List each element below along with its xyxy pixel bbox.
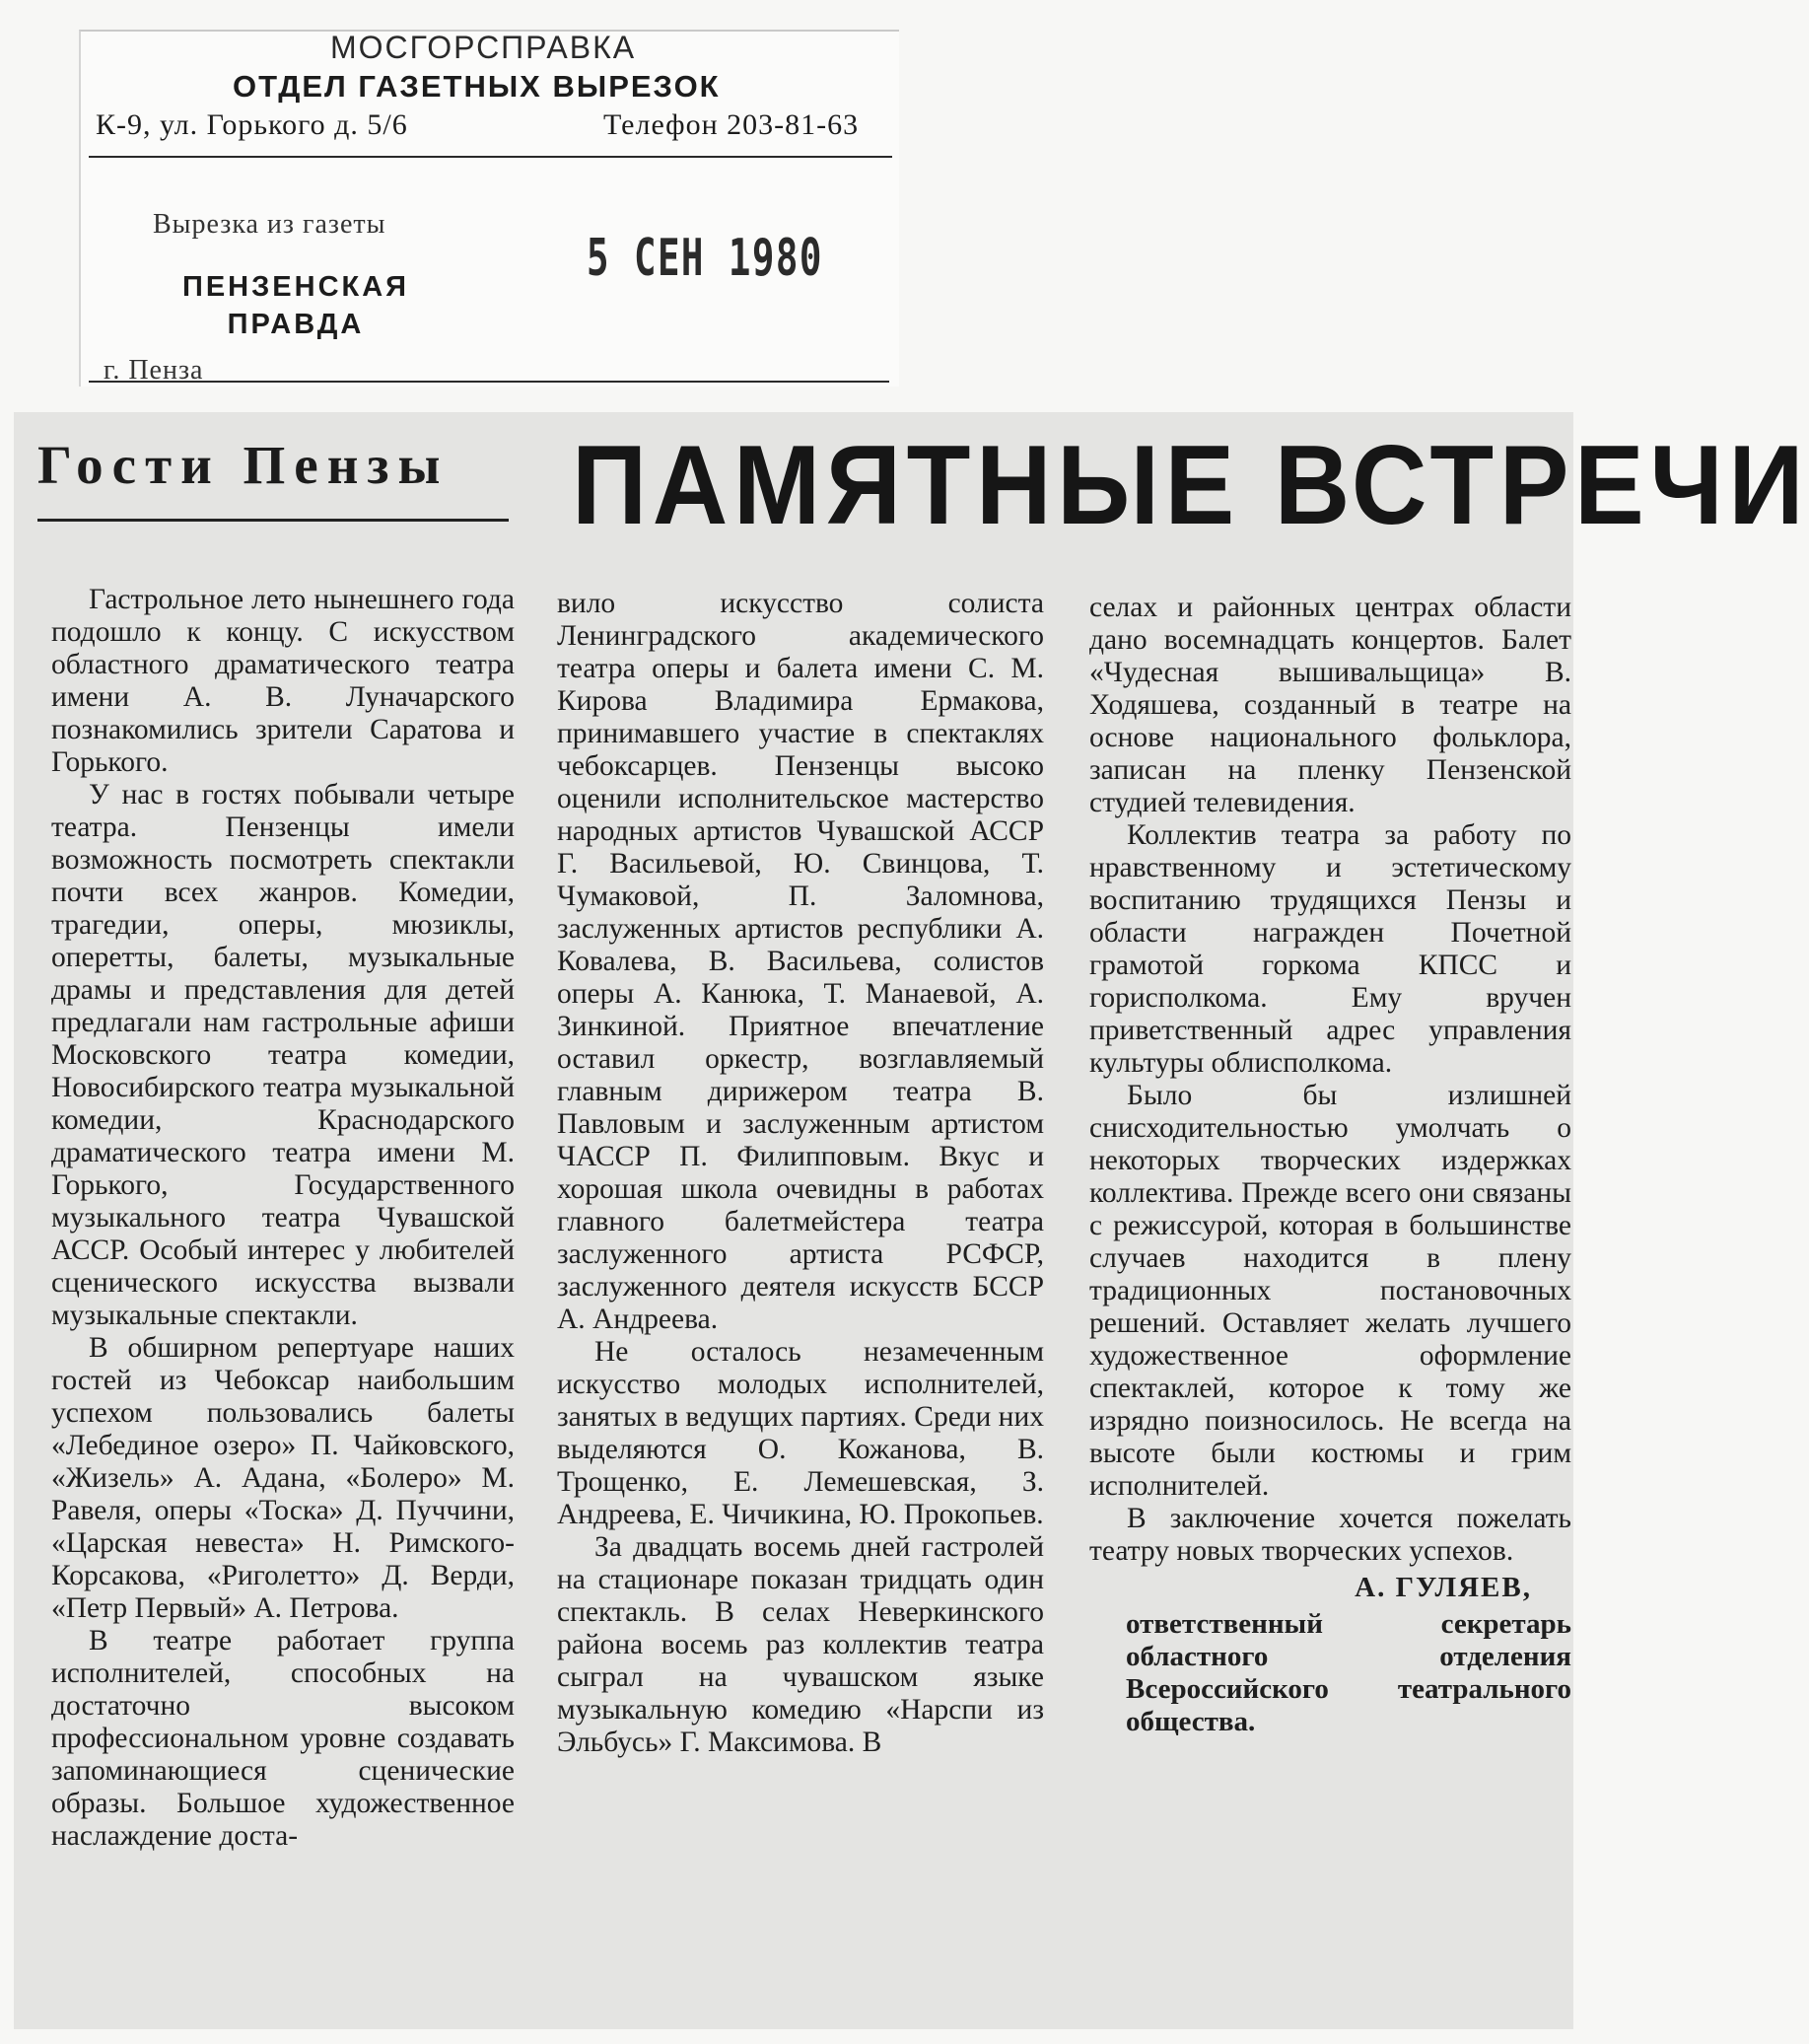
agency-phone: Телефон 203-81-63 <box>603 108 860 141</box>
paragraph: В театре работает группа исполнителей, способных на достаточно высоком профессиональном уровне создавать запоминающиеся сценические образы. Большое художественное наслаждение доста- <box>51 1625 515 1852</box>
article-column-3 <box>1089 592 1571 1738</box>
date-stamp: 5 СЕН 1980 <box>587 229 823 288</box>
rubric-underline <box>37 519 509 522</box>
newspaper-name-line1: ПЕНЗЕНСКАЯ <box>182 271 410 303</box>
paragraph: За двадцать восемь дней гастролей на стационаре показан тридцать один спектакль. В селах Неверкинского района восемь раз коллектив театра сыграл на чувашском языке музыкальную комедию «Нарспи из Эльбусь» Г. Максимова. В <box>557 1531 1044 1758</box>
newspaper-name <box>182 268 409 343</box>
newspaper-name-line2: ПРАВДА <box>227 309 365 340</box>
author-name: А. ГУЛЯЕВ, <box>1355 1572 1532 1603</box>
article-headline: ПАМЯТНЫЕ ВСТРЕЧИ <box>572 423 1809 548</box>
department-name: ОТДЕЛ ГАЗЕТНЫХ ВЫРЕЗОК <box>233 69 721 104</box>
newspaper-city: г. Пенза <box>104 355 204 386</box>
author-title: ответственный секретарь областного отделения Всероссийского театрального общества. <box>1126 1608 1571 1737</box>
article-column-2 <box>557 588 1044 1759</box>
cut-from-label: Вырезка из газеты <box>153 209 386 240</box>
paragraph: Гастрольное лето нынешнего года подошло к концу. С искусством областного драматического театра имени А. В. Луначарского познакомились зрители Саратова и Горького. <box>51 584 515 778</box>
paragraph: В обширном репертуаре наших гостей из Чебоксар наибольшим успехом пользовались балеты «Лебединое озеро» П. Чайковского, «Жизель» А. Адана, «Болеро» М. Равеля, оперы «Тоска» Д. Пуччини, «Царская невеста» Н. Римского-Корсакова, «Риголетто» Д. Верди, «Петр Первый» А. Петрова. <box>51 1332 515 1624</box>
header-divider <box>89 156 892 158</box>
agency-address: К-9, ул. Горького д. 5/6 <box>96 108 408 141</box>
paragraph: Было бы излишней снисходительностью умолчать о некоторых творческих издержках коллектива. Прежде всего они связаны с режиссурой, которая в большинстве случаев находится в плену традиционных постановочных решений. Оставляет желать лучшего художественное оформление спектаклей, которое к тому же изрядно поизносилось. Не всегда на высоте были костюмы и грим исполнителей. <box>1089 1080 1571 1502</box>
paragraph: Коллектив театра за работу по нравственному и эстетическому воспитанию трудящихся Пензы и области награжден Почетной грамотой горкома КПСС и горисполкома. Ему вручен приветственный адрес управления культуры облисполкома. <box>1089 819 1571 1079</box>
agency-name: МОСГОРСПРАВКА <box>330 30 637 65</box>
article-column-1 <box>51 584 515 1853</box>
paragraph: В заключение хочется пожелать театру новых творческих успехов. <box>1089 1503 1571 1567</box>
city-underline <box>89 381 889 383</box>
rubric-title: Гости Пензы <box>37 435 450 495</box>
paragraph: Не осталось незамеченным искусство молодых исполнителей, занятых в ведущих партиях. Среди них выделяются О. Кожанова, В. Трощенко, Е. Лемешевская, З. Андреева, Е. Чичикина, Ю. Прокопьев. <box>557 1336 1044 1530</box>
paragraph: селах и районных центрах области дано восемнадцать концертов. Балет «Чудесная вышивальщица» В. Ходяшева, созданный в театре на основе национального фольклора, записан на пленку Пензенской студией телевидения. <box>1089 592 1571 818</box>
paragraph: вило искусство солиста Ленинградского академического театра оперы и балета имени С. М. Кирова Владимира Ермакова, принимавшего участие в спектаклях чебоксарцев. Пензенцы высоко оценили исполнительское мастерство народных артистов Чувашской АССР Г. Васильевой, Ю. Свинцова, Т. Чумаковой, П. Заломнова, заслуженных артистов республики А. Ковалева, В. Васильева, солистов оперы А. Канюка, Т. Манаевой, А. Зинкиной. Приятное впечатление оставил оркестр, возглавляемый главным дирижером театра В. Павловым и заслуженным артистом ЧАССР П. Филипповым. Вкус и хорошая школа очевидны в работах главного балетмейстера театра заслуженного артиста РСФСР, заслуженного деятеля искусств БССР А. Андреева. <box>557 588 1044 1335</box>
paragraph: У нас в гостях побывали четыре театра. Пензенцы имели возможность посмотреть спектакли почти всех жанров. Комедии, трагедии, оперы, мюзиклы, оперетты, балеты, музыкальные драмы и представления для детей предлагали нам гастрольные афиши Московского театра комедии, Новосибирского театра музыкальной комедии, Краснодарского драматического театра имени М. Горького, Государственного музыкального театра Чувашской АССР. Особый интерес у любителей сценического искусства вызвали музыкальные спектакли. <box>51 779 515 1331</box>
